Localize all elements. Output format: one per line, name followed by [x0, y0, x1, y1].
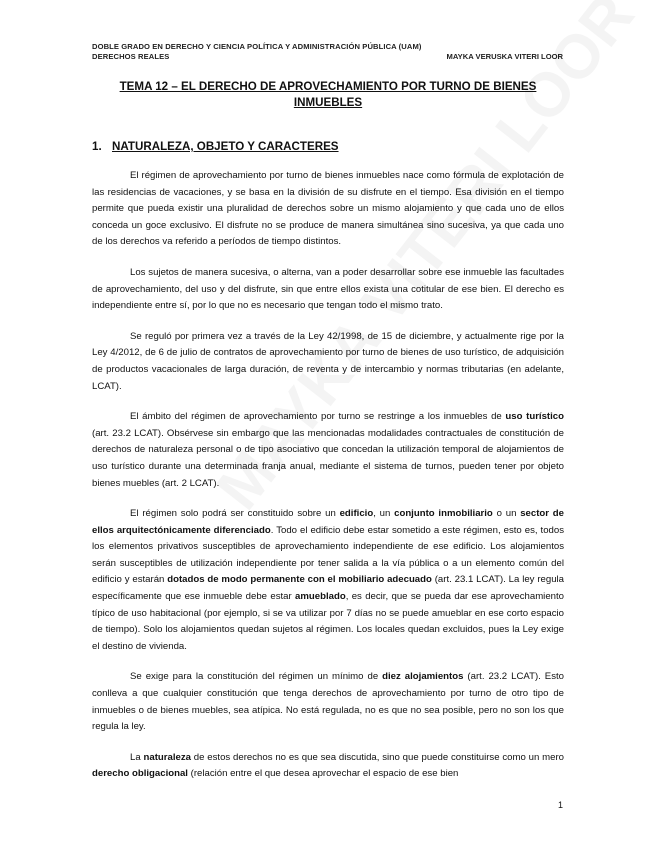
- document-body: [92, 168, 564, 797]
- paragraph: [92, 669, 564, 735]
- text-run: (relación entre el que desea aprovechar el espacio de ese bien: [187, 768, 459, 780]
- text-run: o un: [492, 508, 521, 520]
- page-number: 1: [557, 800, 563, 810]
- bold-text: derecho obligacional: [92, 768, 188, 780]
- text-run: , es decir, que se pueda dar ese aprovechamiento típico de uso habitacional (por ejemplo, si se va utilizar por 7 días no se puede amueblar en ese corto espacio de tiempo). Solo los alojamientos quedan sujetos al régimen. Los locales quedan excluidos, pues la Ley exige el destino de vivienda.: [92, 591, 564, 652]
- text-run: de estos derechos no es que sea discutida, sino que puede constituirse como un mero: [190, 751, 564, 763]
- text-run: Se exige para la constitución del régimen un mínimo de: [130, 671, 383, 683]
- text-run: El régimen solo podrá ser constituido sobre un: [130, 508, 340, 520]
- text-run: Se reguló por primera vez a través de la Ley 42/1998, de 15 de diciembre, y actualmente rige por la Ley 4/2012, de 6 de julio de contratos de aprovechamiento por turno de bienes de uso turístico, de adquisición de productos vacacionales de larga duración, de reventa y de intercambio y normas tributarias (en adelante, LCAT).: [92, 330, 564, 392]
- bold-text: amueblado: [295, 591, 346, 603]
- paragraph: [92, 168, 564, 251]
- paragraph: [92, 329, 564, 395]
- paragraph: [92, 750, 564, 783]
- header-degree: DOBLE GRADO EN DERECHO Y CIENCIA POLÍTICA Y ADMINISTRACIÓN PÚBLICA (UAM): [92, 42, 422, 51]
- text-run: (art. 23.2 LCAT). Esto conlleva a que cualquier constitución que tenga derechos de aprovechamiento por turno de otro tipo de inmuebles o de bienes muebles, sea atípica. No está regulada, no es que no sea posible, pero no son los que regula la ley.: [92, 671, 564, 733]
- text-run: El régimen de aprovechamiento por turno de bienes inmuebles nace como fórmula de explotación de las residencias de vacaciones, y se basa en la división de su disfrute en el tiempo. Esa división en el tiempo permite que pueda existir una pluralidad de derechos sobre un mismo alojamiento y que cada uno de ellos conceda un goce exclusivo. El disfrute no se produce de manera simultánea sino sucesiva, ya que cada uno de los derechos va referido a períodos de tiempo distintos.: [92, 170, 564, 248]
- bold-text: conjunto inmobiliario: [394, 508, 493, 520]
- paragraph: [92, 265, 564, 315]
- text-run: (art. 23.2 LCAT). Obsérvese sin embargo que las mencionadas modalidades contractuales de constitución de derechos de naturaleza personal o de tipo asociativo que concedan la utilización temporal de alojamientos de uso turístico durante una determinada franja anual, mediante el sistema de turnos, pueden tener por objeto bienes muebles (art. 2 LCAT).: [92, 427, 564, 489]
- text-run: . Todo el edificio debe estar sometido a este régimen, esto es, todos los elementos privativos susceptibles de aprovechamiento independiente de ese edificio. Los alojamientos serán susceptibles de utilización independiente por tener salida a la vía pública o a un elemento común del edificio y estarán: [92, 524, 564, 586]
- text-run: El ámbito del régimen de aprovechamiento por turno se restringe a los inmuebles de: [130, 411, 506, 423]
- paragraph: [92, 409, 564, 492]
- bold-text: diez alojamientos: [382, 671, 464, 683]
- text-run: , un: [373, 508, 395, 520]
- text-run: (art. 23.1 LCAT). La ley regula específicamente que ese inmueble debe estar: [92, 574, 564, 603]
- bold-text: uso turístico: [505, 411, 564, 423]
- bold-text: naturaleza: [143, 751, 191, 763]
- text-run: La: [130, 751, 144, 763]
- bold-text: edificio: [339, 508, 374, 520]
- header-subject: DERECHOS REALES: [92, 52, 170, 61]
- text-run: Los sujetos de manera sucesiva, o alterna, van a poder desarrollar sobre ese inmueble las facultades de aprovechamiento, del uso y del disfrute, sin que entre ellos exista una cotitular de ese bien. El derecho es independiente entre sí, por lo que no es necesario que tengan todo el mismo trato.: [92, 266, 564, 312]
- paragraph: [92, 506, 564, 655]
- document-title: TEMA 12 – EL DERECHO DE APROVECHAMIENTO POR TURNO DE BIENES INMUEBLES: [119, 80, 537, 109]
- header-author: MAYKA VERUSKA VITERI LOOR: [446, 52, 563, 61]
- section-title: NATURALEZA, OBJETO Y CARACTERES: [112, 140, 339, 153]
- bold-text: sector de ellos arquitectónicamente diferenciado: [92, 508, 564, 536]
- section-heading: [92, 140, 339, 153]
- section-number: 1.: [92, 140, 102, 153]
- bold-text: dotados de modo permanente con el mobiliario adecuado: [167, 574, 432, 586]
